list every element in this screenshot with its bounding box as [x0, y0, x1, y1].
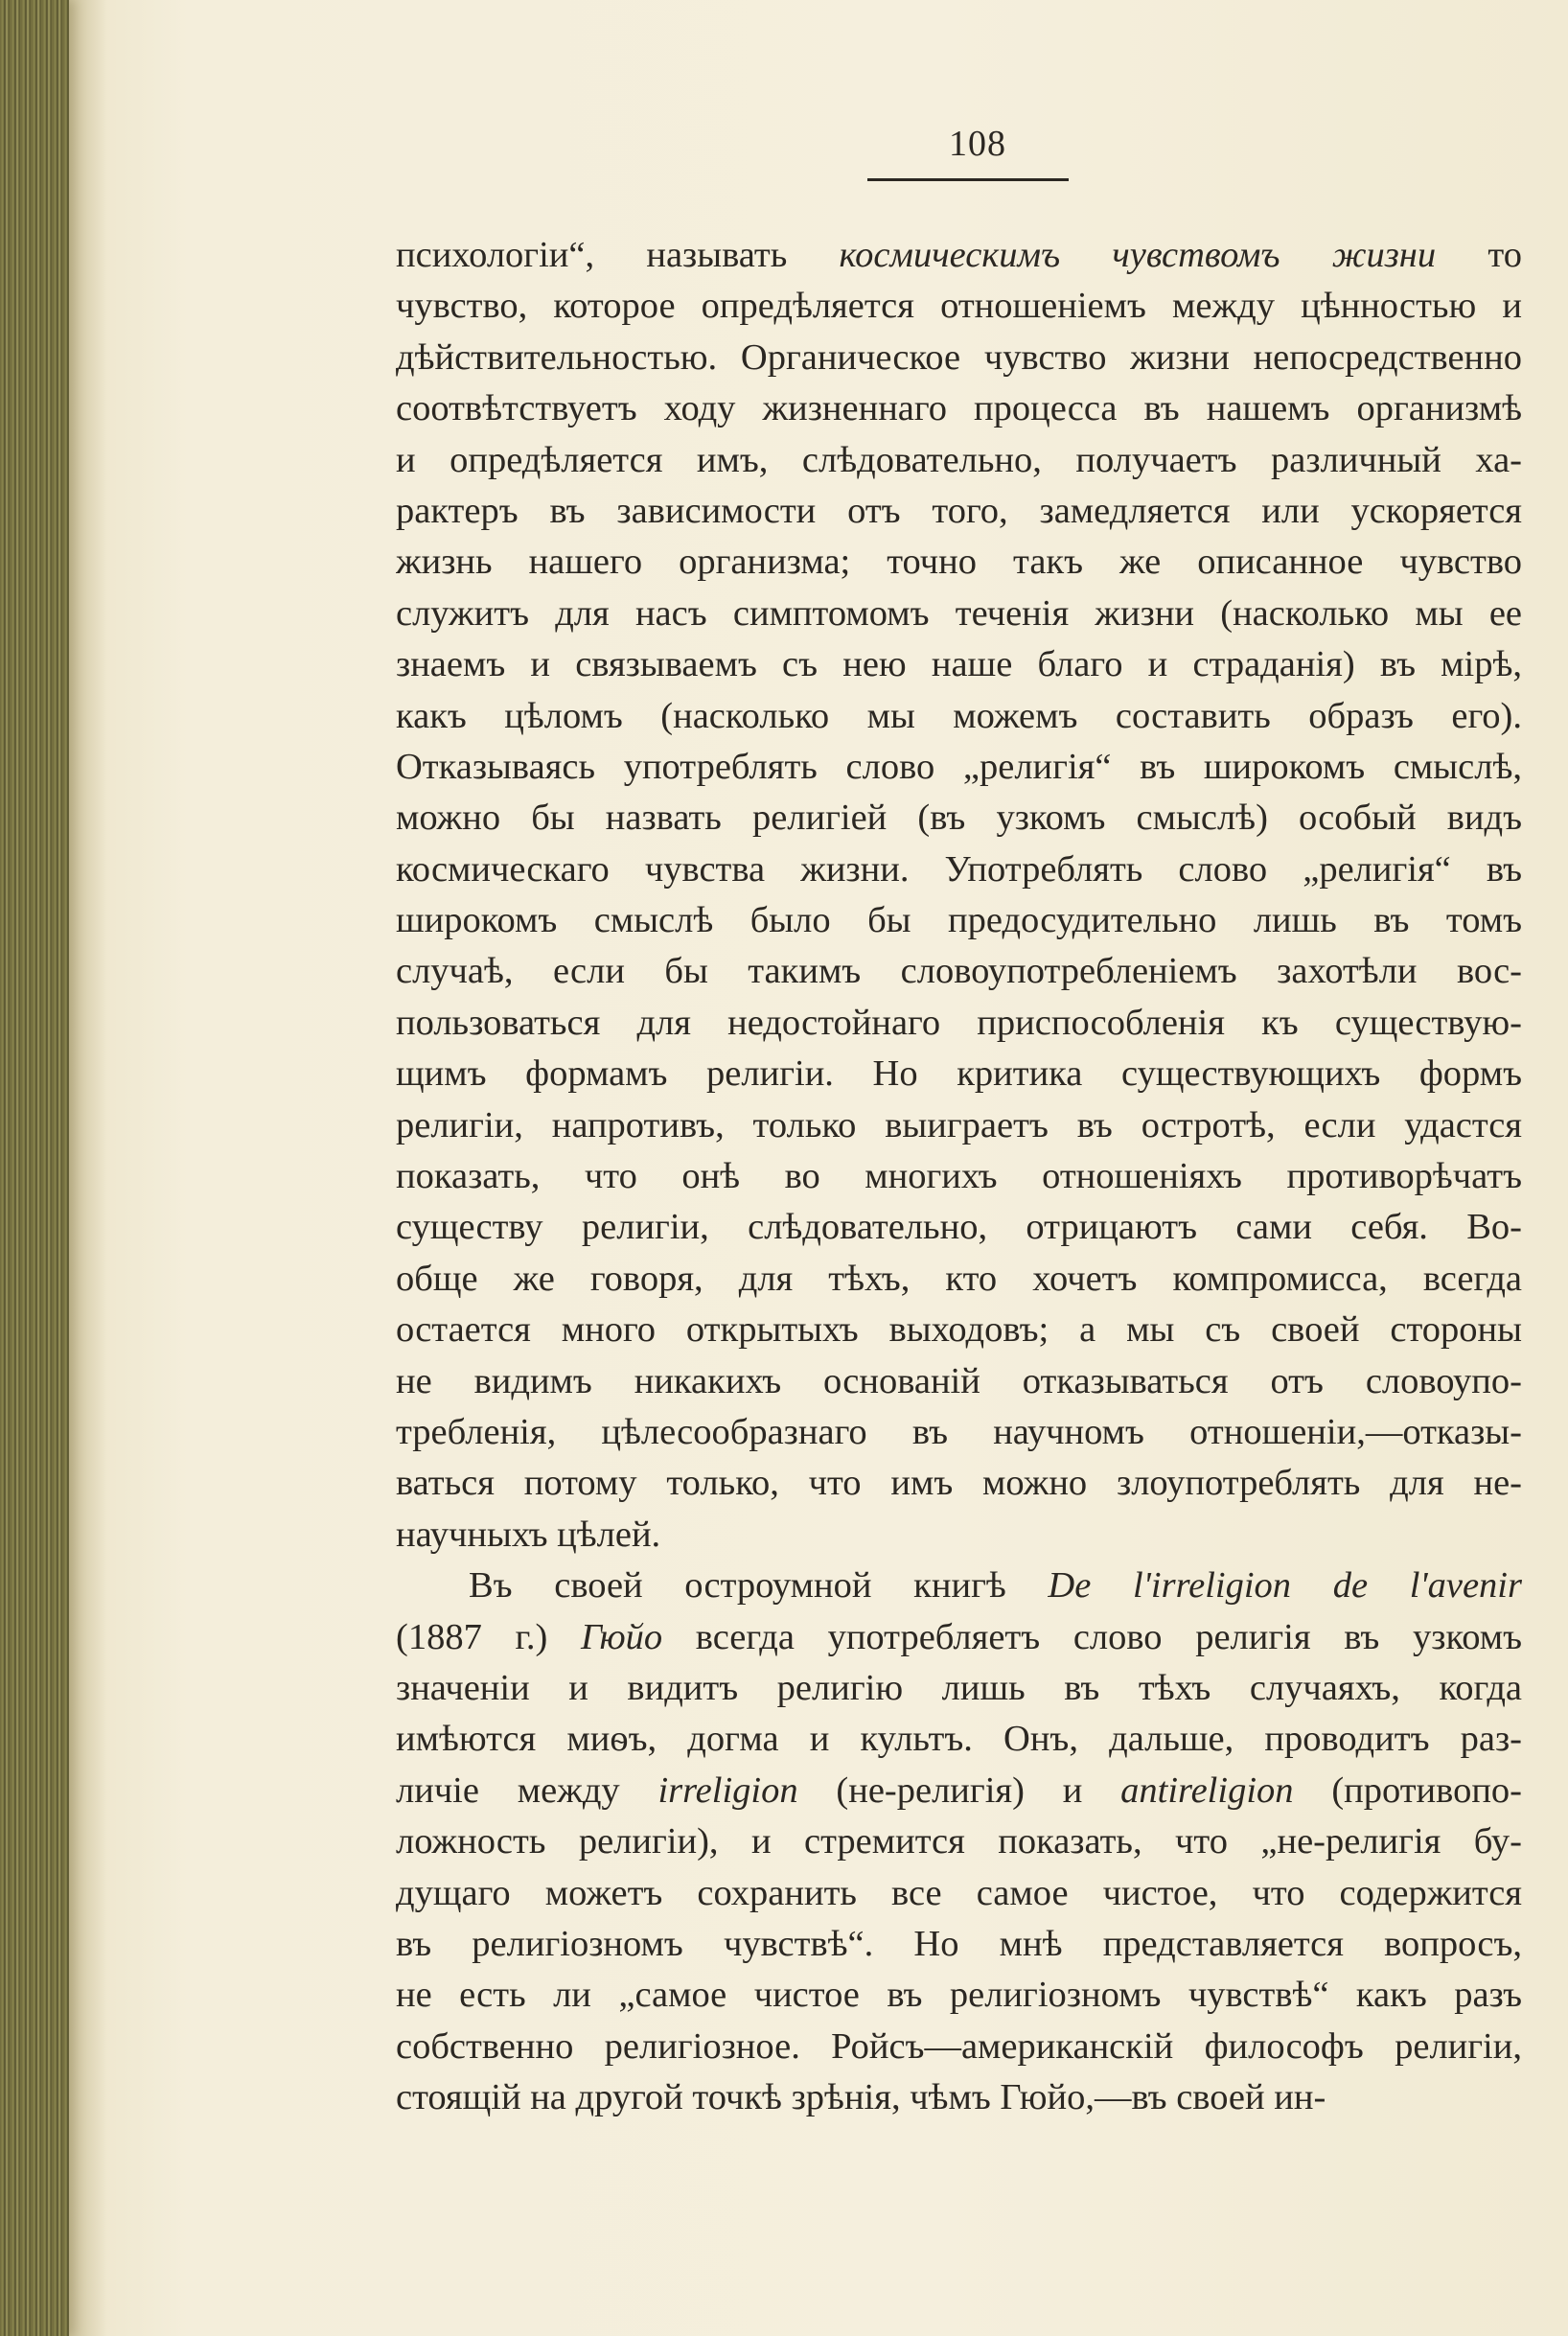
text-segment: Отказываясь употреблять слово „религія“ въ широкомъ смыслѣ,	[396, 746, 1522, 787]
text-segment: не есть ли „самое чистое въ религіозномъ чувствѣ“ какъ разъ	[396, 1975, 1522, 2016]
text-segment: жизнь нашего организма; точно такъ же описанное чувство	[396, 542, 1522, 583]
paragraph	[396, 1561, 1522, 2123]
text-line	[396, 742, 1522, 793]
italic-segment: antireligion	[1120, 1769, 1294, 1811]
text-line	[396, 2072, 1522, 2123]
text-line	[396, 844, 1522, 895]
italic-segment: irreligion	[657, 1769, 798, 1811]
text-line	[396, 230, 1522, 281]
text-segment: служитъ для насъ симптомомъ теченія жизни (насколько мы ее	[396, 592, 1522, 634]
text-segment: личіе между	[396, 1769, 658, 1811]
text-segment: широкомъ смыслѣ было бы предосудительно лишь въ томъ	[396, 900, 1522, 941]
text-line	[396, 1663, 1522, 1714]
page-number-rule	[867, 178, 1069, 181]
text-segment: то	[1436, 235, 1522, 275]
text-line	[396, 998, 1522, 1049]
text-line	[396, 1049, 1522, 1099]
text-line	[396, 793, 1522, 844]
text-line	[396, 691, 1522, 742]
text-line	[396, 1100, 1522, 1151]
text-line	[396, 1356, 1522, 1407]
text-segment: существу религіи, слѣдовательно, отрицаютъ сами себя. Во-	[396, 1207, 1522, 1248]
text-line	[396, 1407, 1522, 1458]
text-segment: въ религіозномъ чувствѣ“. Но мнѣ представляется вопросъ,	[396, 1923, 1522, 1964]
text-segment: (противопо-	[1293, 1769, 1522, 1811]
page-number: 108	[949, 124, 1006, 164]
book-spine	[0, 0, 69, 2336]
text-segment: щимъ формамъ религіи. Но критика существующихъ формъ	[396, 1053, 1522, 1095]
text-segment: знаемъ и связываемъ съ нею наше благо и страданія) въ мірѣ,	[396, 644, 1522, 685]
text-segment: соотвѣтствуетъ ходу жизненнаго процесса въ нашемъ организмѣ	[396, 388, 1522, 429]
text-segment: имѣются миѳъ, догма и культъ. Онъ, дальше, проводитъ раз-	[396, 1719, 1522, 1760]
text-segment: какъ цѣломъ (насколько мы можемъ составить образъ его).	[396, 695, 1522, 736]
text-segment: стоящій на другой точкѣ зрѣнія, чѣмъ Гюйо,—въ своей ин-	[396, 2077, 1326, 2118]
text-segment: ваться потому только, что имъ можно злоупотреблять для не-	[396, 1463, 1522, 1504]
text-line	[396, 1151, 1522, 1202]
text-segment: пользоваться для недостойнаго приспособленія къ существую-	[396, 1002, 1522, 1043]
text-line	[396, 1868, 1522, 1919]
paragraph	[396, 230, 1522, 1561]
text-segment: остается много открытыхъ выходовъ; а мы съ своей стороны	[396, 1309, 1522, 1351]
text-line	[396, 1202, 1522, 1253]
text-line	[396, 435, 1522, 486]
text-line	[396, 589, 1522, 639]
text-segment: значеніи и видитъ религію лишь въ тѣхъ случаяхъ, когда	[396, 1667, 1522, 1708]
text-segment: обще же говоря, для тѣхъ, кто хочетъ компромисса, всегда	[396, 1258, 1522, 1299]
text-line	[396, 946, 1522, 997]
italic-segment: Гюйо	[581, 1616, 663, 1657]
text-line	[396, 1816, 1522, 1867]
text-segment: дущаго можетъ сохранить все самое чистое, что содержится	[396, 1872, 1522, 1913]
text-segment: чувство, которое опредѣляется отношеніемъ между цѣнностью и	[396, 286, 1522, 327]
text-line	[396, 383, 1522, 434]
text-line	[396, 486, 1522, 537]
text-segment: показать, что онѣ во многихъ отношеніяхъ противорѣчатъ	[396, 1156, 1522, 1197]
text-line	[396, 333, 1522, 383]
text-line	[396, 2022, 1522, 2072]
text-segment: дѣйствительностью. Органическое чувство жизни непосредственно	[396, 336, 1522, 378]
text-line	[396, 1919, 1522, 1970]
text-line	[396, 537, 1522, 588]
text-segment: Въ своей остроумной книгѣ	[469, 1565, 1049, 1607]
text-segment: ложность религіи), и стремится показать, что „не-религія бу-	[396, 1821, 1522, 1862]
body-text	[396, 230, 1522, 2123]
text-segment: религіи, напротивъ, только выиграетъ въ остротѣ, если удастся	[396, 1104, 1522, 1145]
text-segment: требленія, цѣлесообразнаго въ научномъ отношеніи,—отказы-	[396, 1411, 1522, 1452]
text-segment: и опредѣляется имъ, слѣдовательно, получаетъ различный ха-	[396, 439, 1522, 480]
text-segment: научныхъ цѣлей.	[396, 1514, 661, 1555]
text-segment: не видимъ никакихъ основаній отказываться отъ словоупо-	[396, 1360, 1522, 1401]
text-line	[396, 639, 1522, 690]
italic-segment: космическимъ чувствомъ жизни	[839, 235, 1437, 275]
text-line	[396, 1305, 1522, 1355]
text-segment: случаѣ, если бы такимъ словоупотребленіемъ захотѣли вос-	[396, 951, 1522, 992]
italic-segment: De l'irreligion de l'avenir	[1048, 1565, 1522, 1607]
text-line	[396, 1766, 1522, 1816]
text-line	[396, 281, 1522, 332]
text-segment: рактеръ въ зависимости отъ того, замедляется или ускоряется	[396, 490, 1522, 531]
text-line	[396, 1254, 1522, 1305]
text-line	[396, 1970, 1522, 2021]
text-line	[396, 1561, 1522, 1611]
text-line	[396, 1714, 1522, 1765]
text-line	[396, 895, 1522, 946]
text-line	[396, 1458, 1522, 1509]
text-segment: космическаго чувства жизни. Употреблять слово „религія“ въ	[396, 848, 1522, 890]
text-segment: (не-религія) и	[797, 1769, 1121, 1811]
spine-shadow	[69, 0, 107, 2336]
text-line	[396, 1510, 1522, 1561]
text-segment: всегда употребляетъ слово религія въ узкомъ	[662, 1616, 1522, 1657]
text-segment: (1887 г.)	[396, 1616, 582, 1657]
text-line	[396, 1612, 1522, 1663]
text-segment: можно бы назвать религіей (въ узкомъ смыслѣ) особый видъ	[396, 798, 1522, 839]
text-segment: психологіи“, называть	[396, 235, 840, 275]
text-segment: собственно религіозное. Ройсъ—американскій философъ религіи,	[396, 2025, 1522, 2067]
